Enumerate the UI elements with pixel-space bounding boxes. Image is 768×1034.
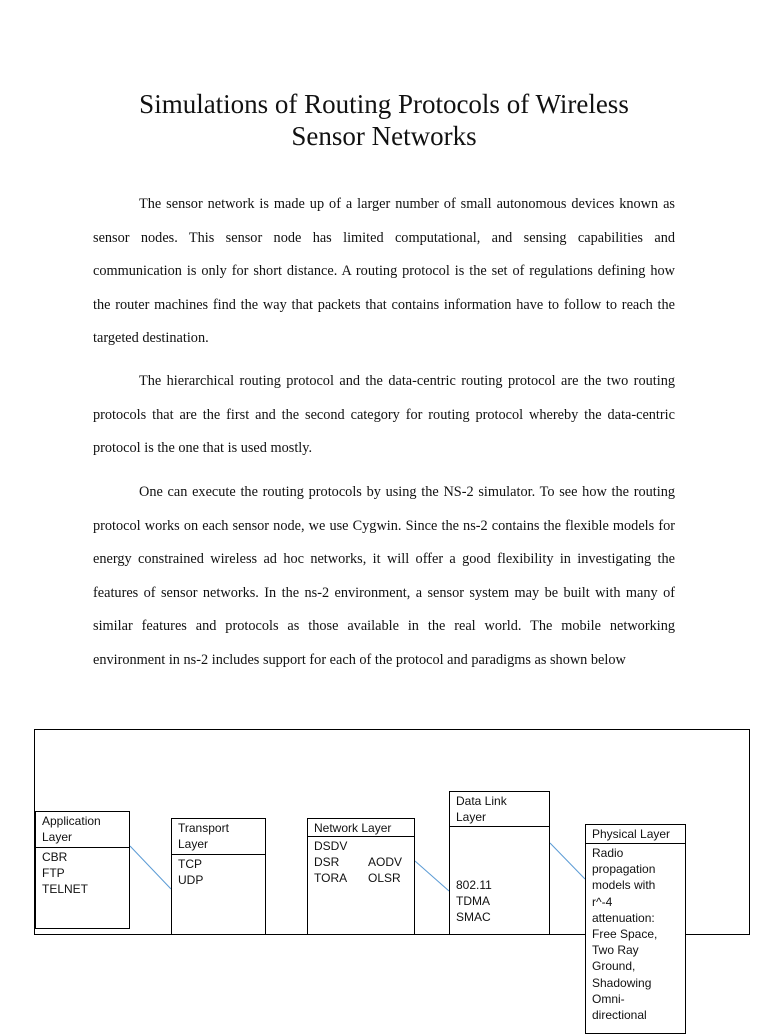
network-layer-box bbox=[307, 818, 415, 935]
physical-text-line: Ground, bbox=[592, 959, 636, 974]
application-layer-header bbox=[36, 812, 129, 848]
physical-text-line: r^-4 bbox=[592, 894, 613, 909]
protocol-tdma: TDMA bbox=[456, 894, 490, 909]
physical-layer-header bbox=[586, 825, 685, 844]
protocol-ftp: FTP bbox=[42, 866, 65, 881]
network-layer-protocols bbox=[308, 837, 414, 887]
protocol-dsr: DSR bbox=[314, 855, 340, 870]
protocol-tcp: TCP bbox=[178, 857, 202, 871]
application-layer-title-2: Layer bbox=[42, 830, 73, 845]
physical-text-line: propagation bbox=[592, 862, 656, 877]
physical-text-line: directional bbox=[592, 1008, 647, 1023]
protocol-dsdv: DSDV bbox=[314, 839, 348, 853]
document-title bbox=[60, 88, 708, 152]
protocol-aodv: AODV bbox=[368, 855, 403, 870]
network-layer-title: Network Layer bbox=[314, 821, 392, 835]
data-link-layer-title-1: Data Link bbox=[456, 794, 507, 808]
physical-layer-models bbox=[586, 844, 685, 1023]
transport-layer-title-2: Layer bbox=[178, 837, 209, 852]
title-line-2: Sensor Networks bbox=[291, 121, 477, 151]
transport-layer-title-1: Transport bbox=[178, 821, 229, 835]
transport-layer-protocols bbox=[172, 855, 265, 888]
protocol-tora: TORA bbox=[314, 871, 348, 886]
title-line-1: Simulations of Routing Protocols of Wireless bbox=[139, 89, 629, 119]
physical-text-line: Free Space, bbox=[592, 927, 658, 942]
paragraph-3: One can execute the routing protocols by using the NS-2 simulator. To see how the routing protocol works on each sensor node, we use Cygwin. Since the ns-2 contains the flexible models for energy constrained wireless ad hoc networks, it will offer a good flexibility in investigating the features of sensor networks. In the ns-2 environment, a sensor system may be built with many of similar features and protocols as those available in the real world. The mobile networking environment in ns-2 includes support for each of the protocol and paradigms as shown below bbox=[93, 484, 675, 668]
application-layer-protocols bbox=[36, 848, 129, 898]
data-link-layer-protocols bbox=[450, 827, 549, 926]
transport-layer-header bbox=[172, 819, 265, 855]
physical-text-line: Two Ray bbox=[592, 943, 639, 958]
physical-layer-title: Physical Layer bbox=[592, 827, 671, 841]
paragraph-1: The sensor network is made up of a larger number of small autonomous devices known as sensor nodes. This sensor node has limited computational, and sensing capabilities and communication is only for short distance. A routing protocol is the set of regulations defining how the router machines find the way that packets that contains information have to follow to reach the targeted destination. bbox=[93, 196, 675, 347]
network-layer-header bbox=[308, 819, 414, 837]
protocol-udp: UDP bbox=[178, 873, 204, 888]
protocol-smac: SMAC bbox=[456, 910, 491, 925]
data-link-layer-title-2: Layer bbox=[456, 810, 487, 825]
physical-text-line: models with bbox=[592, 878, 656, 893]
data-link-layer-header bbox=[450, 792, 549, 827]
paragraph-2: The hierarchical routing protocol and the data-centric routing protocol are the two routing protocols that are the first and the second category for routing protocol whereby the data-centric protocol is the one that is used mostly. bbox=[93, 373, 675, 457]
protocol-802-11: 802.11 bbox=[456, 878, 492, 892]
physical-text-line: Omni- bbox=[592, 991, 625, 1006]
protocol-telnet: TELNET bbox=[42, 882, 89, 897]
protocol-olsr: OLSR bbox=[368, 871, 401, 886]
application-layer-title-1: Application bbox=[42, 814, 101, 828]
physical-text-line: attenuation: bbox=[592, 910, 655, 925]
physical-text-line: Radio bbox=[592, 846, 624, 860]
data-link-layer-box bbox=[449, 791, 550, 935]
application-layer-box bbox=[35, 811, 130, 929]
protocol-cbr: CBR bbox=[42, 850, 68, 864]
transport-layer-box bbox=[171, 818, 266, 935]
network-protocol-row-3 bbox=[314, 870, 408, 886]
physical-layer-box bbox=[585, 824, 686, 1034]
network-protocol-row-2 bbox=[314, 854, 408, 870]
physical-text-line: Shadowing bbox=[592, 975, 652, 990]
